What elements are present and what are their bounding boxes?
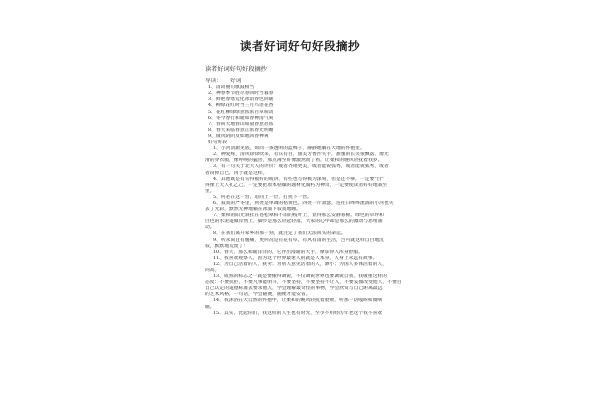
paragraph-line: 3、有一句关于北大人的评价：或者齐翔更美，或者能锐弧秀，或者能锐弧秀，或者 (213, 164, 389, 170)
toc-item: 2、神春季节胜尽春回时当暮春 (208, 91, 274, 97)
paragraph-line: 6、寂寞的严冬里，到处是单调的枯黄色。四处一片萧瑟，连往日哗哗流淌的小河也失 (213, 200, 394, 206)
paragraph-line: 寂，默默地荒废了！ (205, 243, 249, 249)
paragraph-line: 里。 (205, 188, 215, 194)
paragraph-line: 9、听永尚且有腹痛，更何况是有花有草，有风有雨的生活，岂可就这样自白地沉 (213, 237, 384, 243)
paragraph-line: 4、其他既是有句得福好的或讲，有些也写得极为深刻，但是还不够，一定要"白" (213, 176, 384, 182)
paragraph-line: 5、何必在这一营，追问上一层，打扰下一营。 (213, 194, 312, 200)
intro-label: 导读： 好词 (205, 78, 242, 84)
paragraph-line: 尚高。 (205, 268, 220, 273)
toc-item: 好句好段 (208, 140, 228, 146)
toc-item: 1、清词丽句旗鼓相当 (208, 85, 255, 91)
paragraph-line: 白色的水泥道做岸然上，脚步是那么轻起轻落，大家的心中却是那么的激动与思绪涌 (205, 219, 383, 225)
paragraph-line: 11、我喜欢观察人，因为这个世界最迷人的就是人本身，人身上永远有故事。 (213, 255, 378, 261)
toc-item: 9、微风阴阴及如地回春神爽 (208, 133, 269, 139)
toc-item: 5、花红柳绿绿意浓浓百草萌动 (208, 109, 274, 115)
toc-item: 4、柳绿花红时当三月鸟语花香 (208, 103, 274, 109)
paragraph-line: 10、春天，那么和暖洋洋的，它伴出漫暖的大手，摩挲得人浑身舒服。 (213, 249, 364, 255)
paragraph-line: 2、种爱疼，清风徐徐吹来，有宾有目，甜美芳香沙失手，甜蜜的长笑很飘落，像光 (213, 152, 389, 158)
toc-item: 3、鲜艳春寒荒化冰消春色回暖 (208, 97, 274, 103)
document-title: 读者好词好句好段摘抄 (240, 39, 360, 53)
paragraph-line: 动。 (205, 225, 215, 231)
paragraph-line: 得像上天人孔乙己，一定要把原本枯燥的题材化腐朽为神奇，一定要使读者好好地栽至 (205, 182, 388, 188)
paragraph-line: 去了光彩，默然无神地躺在冰面下寂寞地睡。 (205, 207, 301, 213)
paragraph-line: 7、柔和的阳光斜挂在苍松翠柏不雨的枝叶上，显得那么安静寡棉。绿色的草坪和 (213, 213, 384, 219)
document-subtitle: 读者好词好句好段摘抄 (205, 66, 267, 73)
paragraph-line: 14、我沐浴在大自然的怀抱中，让柔和的晚风轻抚着脸颊，听那一切嘎叫和微响 (213, 298, 383, 304)
paragraph-line: 12、为自己活着的人，狭劣；为别人意见活着的人，渺小；为国人多体活着的人， (213, 261, 387, 267)
paragraph-line: 者窃掉自已，再于就是这样。 (205, 170, 268, 176)
toc-item: 8、春天来临春意正浓春光明媚 (208, 127, 274, 133)
paragraph-line: 态度：不要抗拒，不要凡事能明斗，不要坚持，不要坚持不让人，不要妄图改变他人，不要目 (205, 280, 402, 286)
toc-item: 7、春回大地春山如黛春意甚浓 (208, 121, 274, 127)
paragraph-line: 8、在我们离开家乡的那一刻，就注定了我们无法回头的命运。 (213, 231, 346, 237)
paragraph-line: 13、成熟的标志之一就是要懂得调锐，不仅调锐世界也要调锐自我，我敬重这样的 (213, 274, 387, 280)
toc-item: 6、冬今春行和暖如春神清气爽 (208, 115, 274, 121)
paragraph-line: 滑的穿衣服，像呼唤的猛兽，那点薄至好像激然而了看，让柔和的晚风轻抚着我岁。 (205, 158, 383, 164)
paragraph-line: 瞧。 (205, 304, 215, 310)
paragraph-line: 1、小河清澈见底，如同一条透明的蓝绸子，静静地躺在大地的怀抱里。 (213, 146, 365, 152)
document-body (205, 78, 405, 317)
paragraph-line: 的艺术风格，一句话，学会随便，随便才能安省。 (205, 292, 311, 298)
paragraph-line: 15、其实，比起你们，我这样的人生也有时光，至少不用经历年老这个我不喜欢 (213, 310, 383, 316)
paragraph-line: 自己认定的道德标准去要求他人，学会理解最奇怪的事物，学会欣赏与自己距离最远 (205, 286, 383, 292)
